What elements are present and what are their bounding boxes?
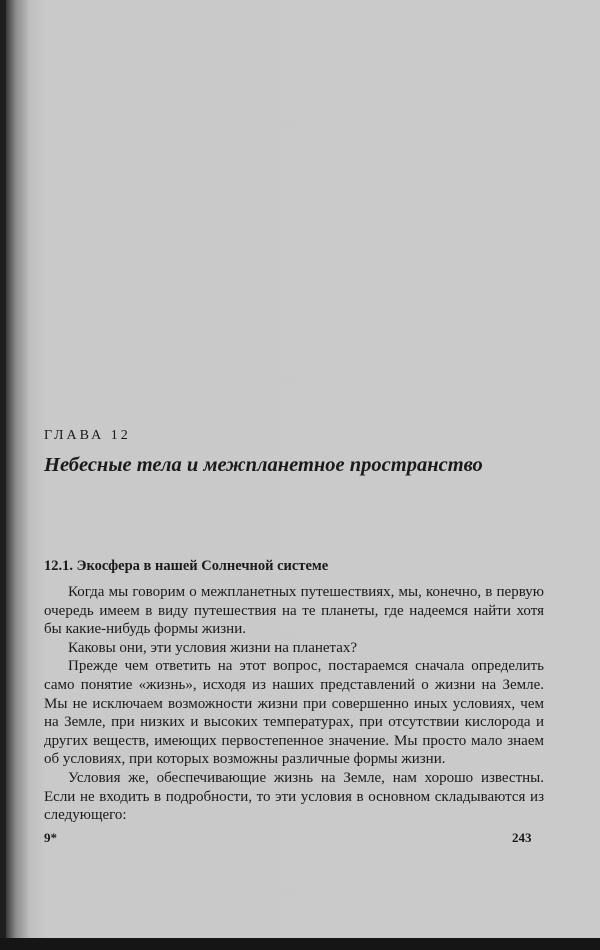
paragraph: Прежде чем ответить на этот вопрос, постараемся сначала определить само понятие «жизнь», исходя из наших представлений о жизни на Земле. Мы не исключаем возможности жизни при совершенно иных условиях, чем на Земле, при низких и высоких температурах, при отсутствии кислорода и других веществ, имеющих первостепенное значение. Мы просто мало знаем об условиях, при которых возможны различные формы жизни. [44,658,544,768]
book-page [6,0,600,938]
paragraph: Каковы они, эти условия жизни на планетах? [68,639,358,656]
paragraph: Когда мы говорим о межпланетных путешествиях, мы, конечно, в первую очередь имеем в виду путешествия на те планеты, где надеемся найти хотя бы какие-нибудь формы жизни. [44,584,544,638]
section-title: 12.1. Экосфера в нашей Солнечной системе [44,558,329,574]
paragraph: Условия же, обеспечивающие жизнь на Земле, нам хорошо известны. Если не входить в подробности, то эти условия в основном складываются из следующего: [44,769,544,824]
chapter-label: ГЛАВА 12 [44,428,131,443]
chapter-title: Небесные тела и межпланетное пространство [44,454,483,476]
scan-edge [0,938,600,950]
body-text [44,583,544,825]
signature-mark: 9* [44,830,57,845]
page-number: 243 [512,830,532,845]
